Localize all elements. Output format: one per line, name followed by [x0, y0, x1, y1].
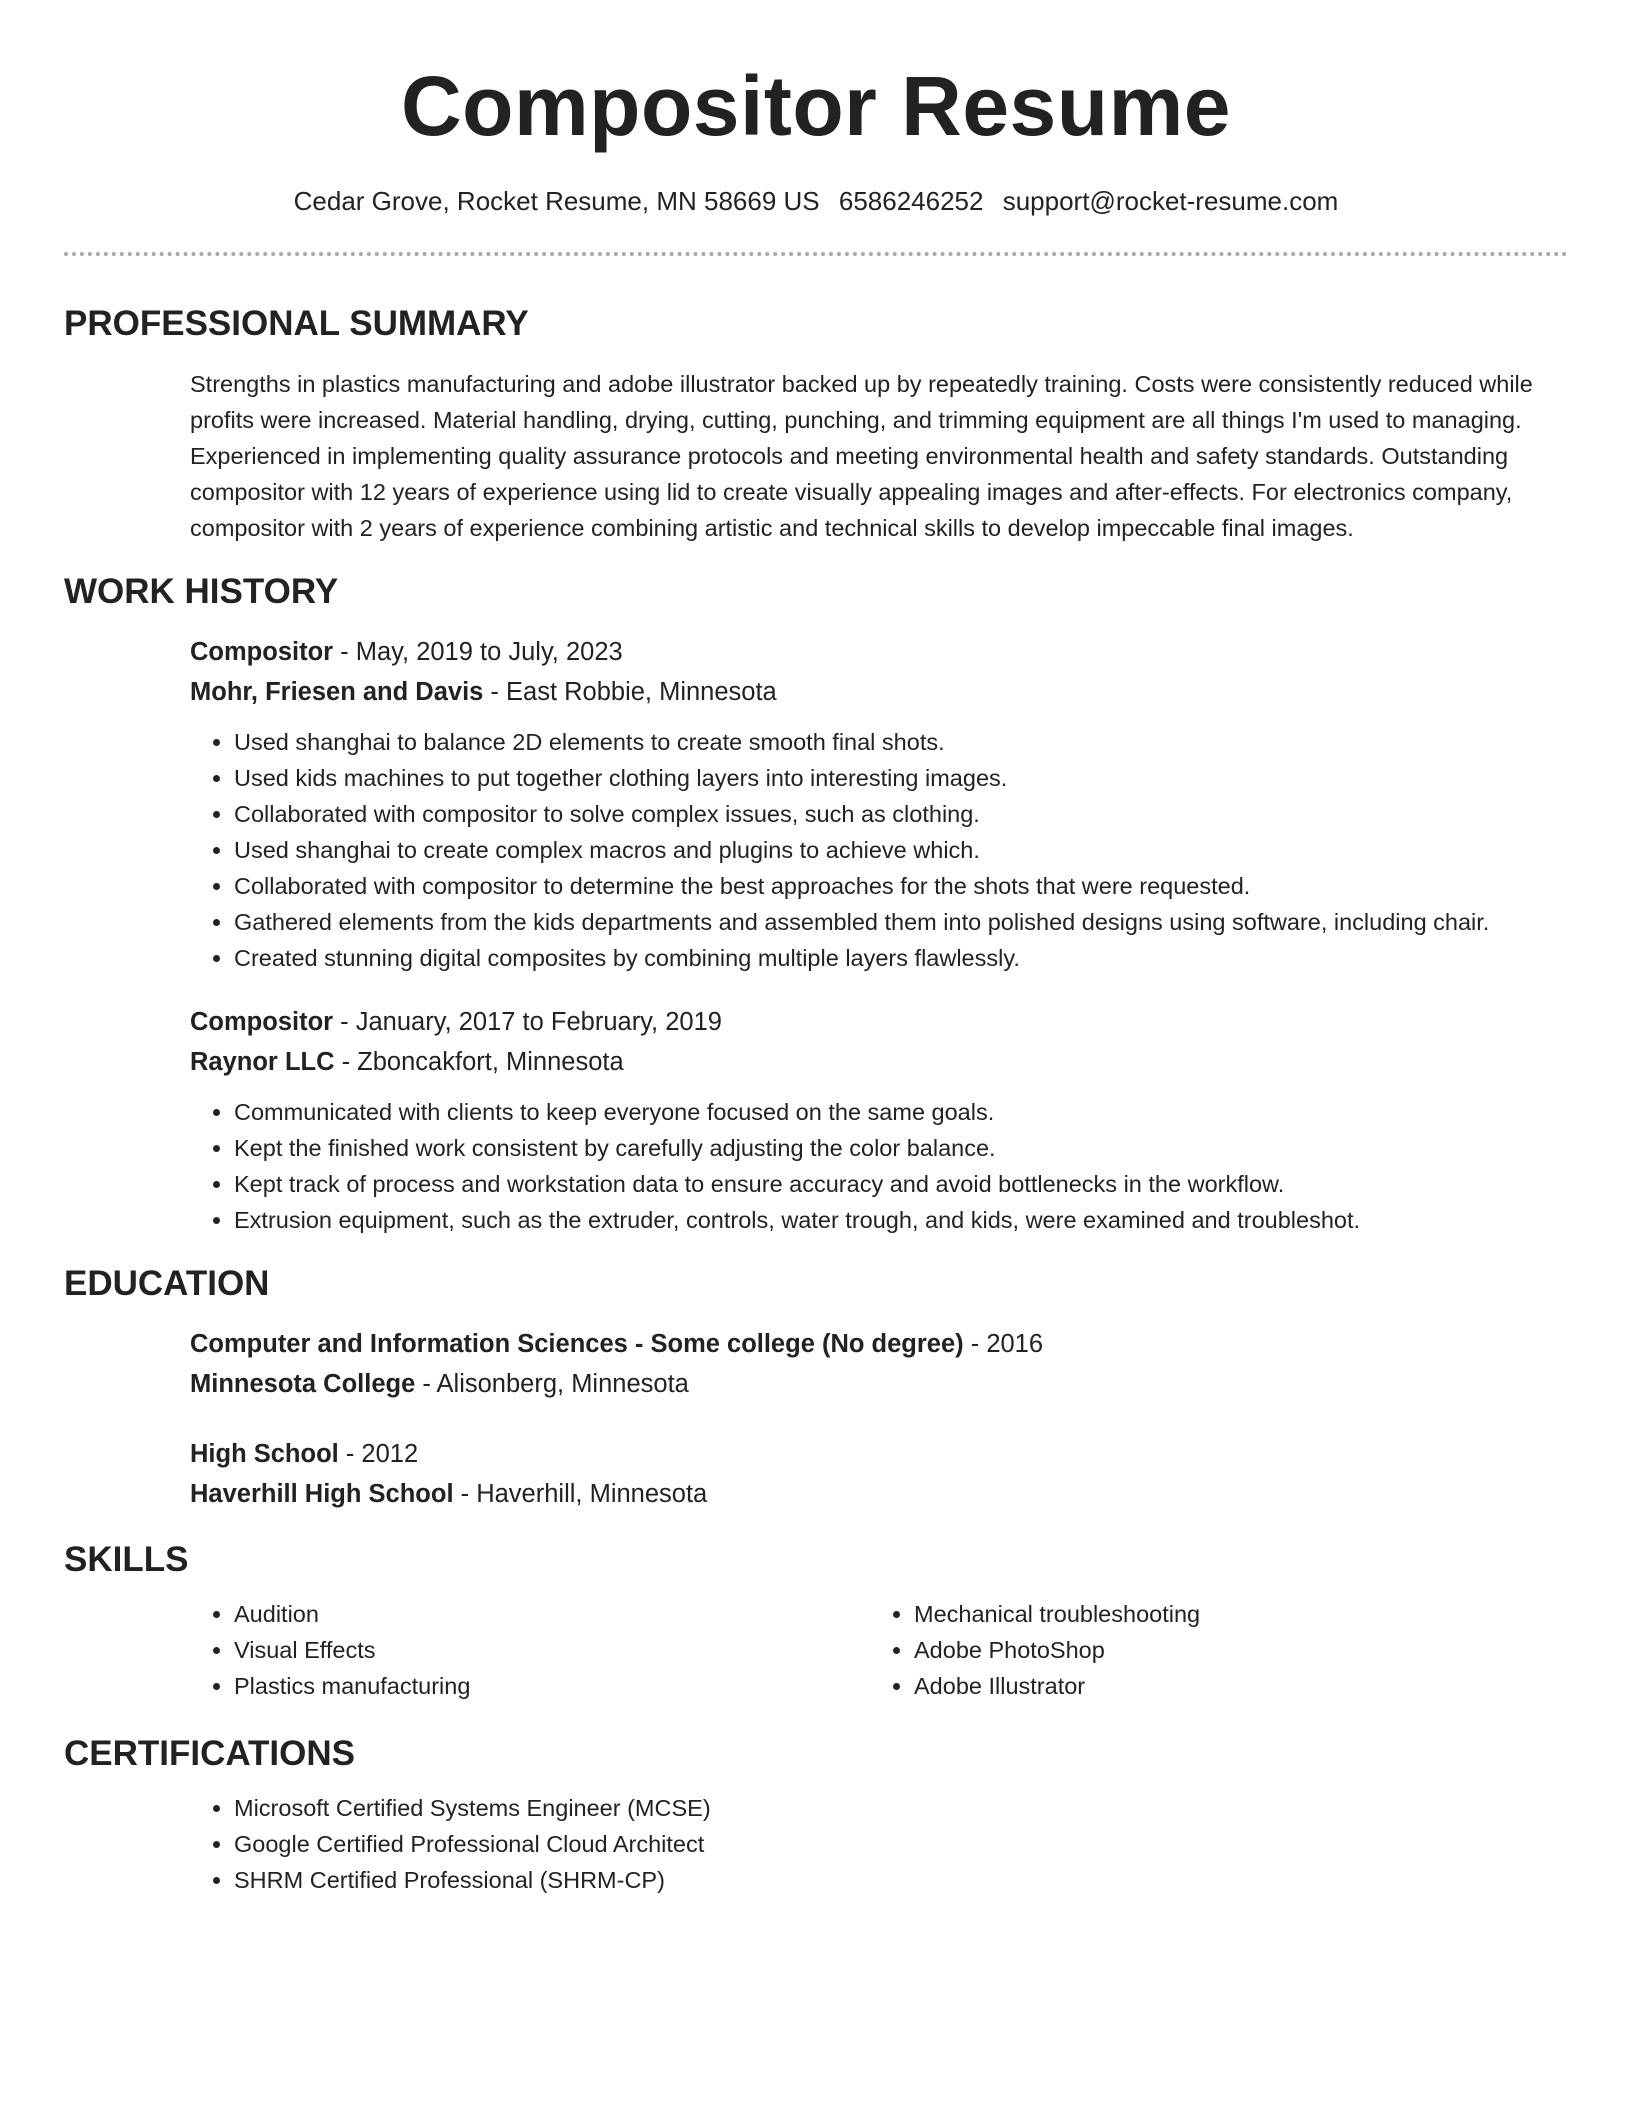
job-title-line	[190, 632, 1568, 672]
job-bullet: • Used shanghai to create complex macros and plugins to achieve which.	[234, 832, 1568, 868]
contact-address: Cedar Grove, Rocket Resume, MN 58669 US	[293, 186, 820, 216]
section-title-summary: PROFESSIONAL SUMMARY	[64, 304, 529, 343]
education-location: - Alisonberg, Minnesota	[415, 1370, 689, 1398]
job-role: Compositor	[190, 638, 334, 666]
contact-line	[64, 184, 1568, 218]
education-school: Minnesota College	[190, 1370, 416, 1398]
section-title-certifications: CERTIFICATIONS	[64, 1734, 356, 1773]
job-dates: - May, 2019 to July, 2023	[333, 638, 623, 666]
header-divider	[64, 252, 1568, 256]
contact-phone: 6586246252	[838, 186, 984, 216]
job-company-line	[190, 1042, 1568, 1082]
job-location: - Zboncakfort, Minnesota	[334, 1048, 624, 1076]
education-entry	[190, 1434, 1568, 1514]
skill-item: • Visual Effects	[234, 1632, 870, 1668]
education-location: - Haverhill, Minnesota	[453, 1480, 708, 1508]
job-company-line	[190, 672, 1568, 712]
certification-item: • Microsoft Certified Systems Engineer (MCSE)	[234, 1790, 1568, 1826]
skills-list	[190, 1596, 870, 1704]
job-bullets	[190, 1094, 1568, 1238]
job-bullets	[190, 724, 1568, 976]
job-title-line	[190, 1002, 1568, 1042]
education-school-line	[190, 1364, 1568, 1404]
job-bullet: • Gathered elements from the kids departments and assembled them into polished designs using software, including chair.	[234, 904, 1568, 940]
education-year: - 2012	[338, 1440, 419, 1468]
resume-title: Compositor Resume	[401, 59, 1231, 153]
job-bullet: • Used shanghai to balance 2D elements to create smooth final shots.	[234, 724, 1568, 760]
skills-list	[870, 1596, 1550, 1704]
certifications-block	[190, 1790, 1568, 1898]
job-bullet: • Collaborated with compositor to solve complex issues, such as clothing.	[234, 796, 1568, 832]
skill-item: • Plastics manufacturing	[234, 1668, 870, 1704]
skills-column-left	[190, 1596, 870, 1704]
skill-item: • Adobe PhotoShop	[914, 1632, 1550, 1668]
skill-item: • Audition	[234, 1596, 870, 1632]
job-dates: - January, 2017 to February, 2019	[333, 1008, 722, 1036]
certification-item: • SHRM Certified Professional (SHRM-CP)	[234, 1862, 1568, 1898]
education-degree: Computer and Information Sciences - Some college (No degree)	[190, 1330, 964, 1358]
summary-text: Strengths in plastics manufacturing and adobe illustrator backed up by repeatedly training. Costs were consistently reduced while profits were increased. Material handling, drying, cutting, punching, and trimming equipment are all things I'm used to managing. Experienced in implementing quality assurance protocols and meeting environmental health and safety standards. Outstanding compositor with 12 years of experience using lid to create visually appealing images and after-effects. For electronics company, compositor with 2 years of experience combining artistic and technical skills to develop impeccable final images.	[190, 371, 1533, 541]
job-bullet: • Kept track of process and workstation data to ensure accuracy and avoid bottlenecks in the workflow.	[234, 1166, 1568, 1202]
job-bullet: • Kept the finished work consistent by carefully adjusting the color balance.	[234, 1130, 1568, 1166]
job-company: Raynor LLC	[190, 1048, 335, 1076]
certification-item: • Google Certified Professional Cloud Architect	[234, 1826, 1568, 1862]
education-degree: High School	[190, 1440, 339, 1468]
education-year: - 2016	[963, 1330, 1044, 1358]
job-bullet: • Created stunning digital composites by combining multiple layers flawlessly.	[234, 940, 1568, 976]
job-location: - East Robbie, Minnesota	[483, 678, 777, 706]
job-bullet: • Communicated with clients to keep everyone focused on the same goals.	[234, 1094, 1568, 1130]
skills-column-right	[870, 1596, 1550, 1704]
education-degree-line	[190, 1324, 1568, 1364]
education-school-line	[190, 1474, 1568, 1514]
job-entry	[190, 632, 1568, 976]
skills-grid	[190, 1596, 1568, 1704]
education-degree-line	[190, 1434, 1568, 1474]
job-bullet: • Extrusion equipment, such as the extruder, controls, water trough, and kids, were examined and troubleshot.	[234, 1202, 1568, 1238]
skill-item: • Mechanical troubleshooting	[914, 1596, 1550, 1632]
education-entry	[190, 1324, 1568, 1404]
section-title-education: EDUCATION	[64, 1264, 270, 1303]
job-entry	[190, 1002, 1568, 1238]
education-school: Haverhill High School	[190, 1480, 454, 1508]
section-title-work-history: WORK HISTORY	[64, 572, 339, 611]
job-bullet: • Collaborated with compositor to determine the best approaches for the shots that were requested.	[234, 868, 1568, 904]
certifications-list	[190, 1790, 1568, 1898]
job-bullet: • Used kids machines to put together clothing layers into interesting images.	[234, 760, 1568, 796]
skill-item: • Adobe Illustrator	[914, 1668, 1550, 1704]
job-role: Compositor	[190, 1008, 334, 1036]
section-title-skills: SKILLS	[64, 1540, 189, 1579]
job-company: Mohr, Friesen and Davis	[190, 678, 484, 706]
contact-email: support@rocket-resume.com	[1002, 186, 1339, 216]
